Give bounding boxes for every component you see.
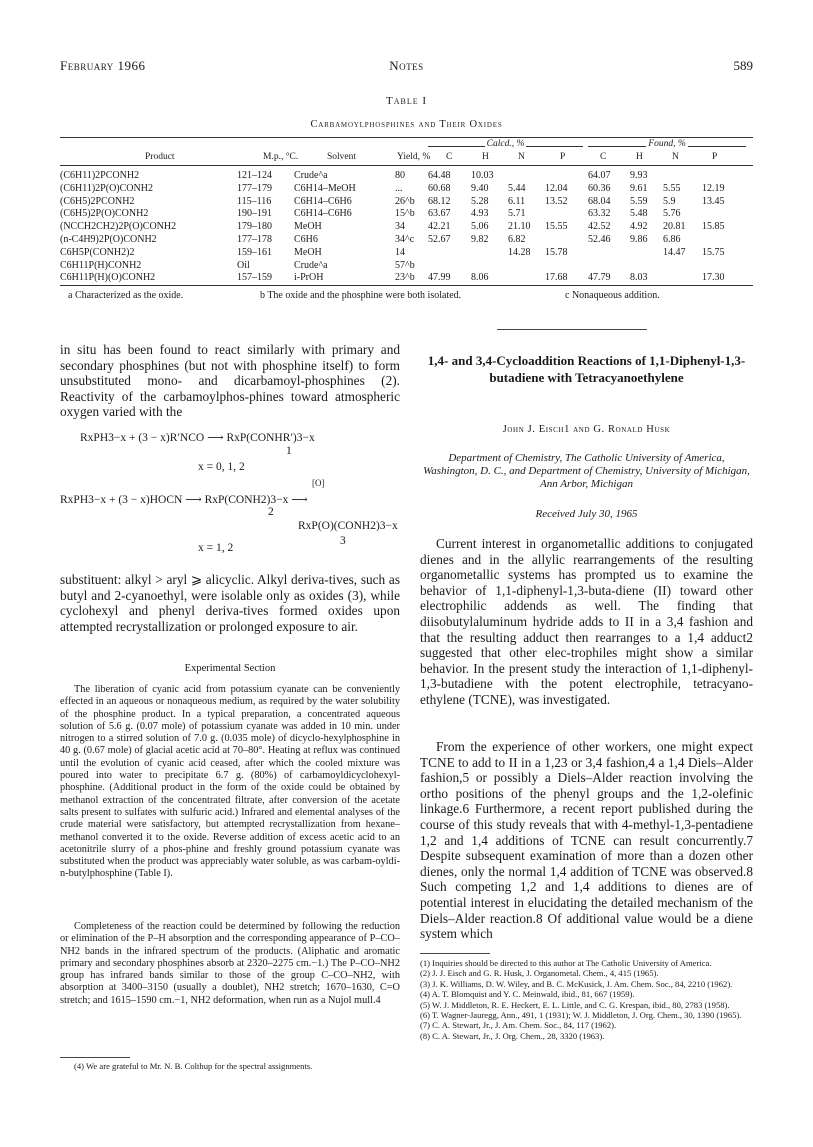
table-column-header: Yield, % <box>397 152 431 162</box>
footnote-4: (4) We are grateful to Mr. N. B. Colthup for the spectral assignments. <box>74 1061 313 1071</box>
footnote: (1) Inquiries should be directed to this author at The Catholic University of America. <box>420 958 712 968</box>
table-cell-product: (NCCH2CH2)2P(O)CONH2 <box>60 221 177 233</box>
section-name: Notes <box>389 58 424 73</box>
page-number: 589 <box>733 58 753 73</box>
calcd-group-header: Calcd., % <box>428 142 583 150</box>
table-cell-product: C6H5P(CONH2)2 <box>60 246 135 258</box>
footnote: (5) W. J. Middleton, R. E. Heckert, E. L. Little, and C. G. Krespan, ibid., 80, 2783 (1958). <box>420 999 730 1010</box>
table-cell: 4.92 <box>630 221 648 233</box>
table-cell: 15^b <box>395 208 415 220</box>
footnote: (8) C. A. Stewart, Jr., J. Org. Chem., 28, 3320 (1963). <box>420 1030 605 1041</box>
table-column-header: H <box>636 152 643 162</box>
table-cell: 64.48 <box>428 170 451 181</box>
table-cell: 68.12 <box>428 195 451 207</box>
table-cell: MeOH <box>294 246 322 258</box>
table-title: Carbamoylphosphines and Their Oxides <box>310 119 503 130</box>
table-column-header: C <box>446 152 453 162</box>
left-intro-paragraph: in situ has been found to react similarly with primary and secondary phosphines (but not with phosphine itself) to form unsubstituted mono- and dicarbamoyl-phosphines (2). Reactivity of the carbamoylphos-phines toward atmospheric oxygen varied with the <box>60 342 400 420</box>
table-cell: Oil <box>237 259 250 271</box>
table-column-header: Product <box>145 152 175 162</box>
table-cell: 6.86 <box>663 234 681 245</box>
table-cell: 15.55 <box>545 221 568 233</box>
table-bottom-rule <box>60 285 753 286</box>
experimental-paragraph-2: Completeness of the reaction could be determined by following the reduction or elimination of the P–H absorption and the corresponding appearance of P–CO–NH2 bands in the infrared spectrum of the products. (Aliphatic and aromatic primary and secondary phosphines absorb at 2320–2275 cm.−1.) The P–CO–NH2 group has infrared bands similar to those of the group C–CO–NH2, with absorption at 3400–3150 (usually a doublet), NH2 stretch; 1670–1630, C=O stretch; and 1615–1590 cm.−1, NH2 deformation, when run as a Nujol mull.4 <box>60 921 400 1006</box>
table-cell: 8.03 <box>630 272 648 284</box>
table-cell: 20.81 <box>663 221 686 233</box>
footnote: (3) J. K. Williams, D. W. Wiley, and B. C. McKusick, J. Am. Chem. Soc., 84, 2210 (1962). <box>420 978 733 989</box>
article-title: 1,4- and 3,4-Cycloaddition Reactions of 1,1-Diphenyl-1,3-butadiene with Tetracyanoethylene <box>427 353 746 385</box>
article-authors: John J. Eisch1 and G. Ronald Husk <box>502 424 671 435</box>
table-cell: 80 <box>395 170 405 181</box>
table-cell: 52.46 <box>588 234 611 245</box>
equation-2-product: RxP(O)(CONH2)3−x <box>298 520 398 532</box>
table-cell: 12.04 <box>545 182 568 194</box>
equation-1-condition: x = 0, 1, 2 <box>198 461 245 473</box>
table-cell: 10.03 <box>471 170 494 181</box>
table-cell: Crude^a <box>294 259 328 271</box>
experimental-section-title: Experimental Section <box>184 663 276 674</box>
table-cell: 177–178 <box>237 234 272 245</box>
table-cell-product: C6H11P(H)(O)CONH2 <box>60 272 156 284</box>
table-cell: 5.06 <box>471 221 489 233</box>
received-date: Received July 30, 1965 <box>535 508 638 520</box>
table-cell: 17.68 <box>545 272 568 284</box>
table-cell: C6H6 <box>294 234 318 245</box>
oxidation-label: [O] <box>312 478 325 488</box>
table-cell: 60.68 <box>428 182 451 194</box>
table-cell-product: (C6H11)2P(O)CONH2 <box>60 182 153 194</box>
table-column-header: P <box>712 152 718 162</box>
table-cell: 5.71 <box>508 208 526 220</box>
table-cell: 4.93 <box>471 208 489 220</box>
table-column-header: M.p., °C. <box>263 152 299 162</box>
table-column-header: Solvent <box>327 152 357 162</box>
table-cell: 68.04 <box>588 195 611 207</box>
table-cell-product: (C6H11)2PCONH2 <box>60 170 140 181</box>
table-cell: 9.82 <box>471 234 489 245</box>
table-cell: C6H14–C6H6 <box>294 195 352 207</box>
table-cell: 42.21 <box>428 221 451 233</box>
table-cell: 13.52 <box>545 195 568 207</box>
table-cell: C6H14–MeOH <box>294 182 356 194</box>
table-cell: 26^b <box>395 195 415 207</box>
table-footnote: a Characterized as the oxide. <box>68 290 184 301</box>
table-cell: 9.93 <box>630 170 648 181</box>
table-top-rule <box>60 137 753 138</box>
footnote: (6) T. Wagner-Jauregg, Ann., 491, 1 (1931); W. J. Middleton, J. Org. Chem., 30, 1390 (1965). <box>420 1010 742 1021</box>
table-cell: Crude^a <box>294 170 328 181</box>
table-cell: 9.40 <box>471 182 489 194</box>
table-cell: 177–179 <box>237 182 272 194</box>
table-cell-product: (n-C4H9)2P(O)CONH2 <box>60 234 157 245</box>
table-cell: 14.47 <box>663 246 686 258</box>
table-cell-product: C6H11P(H)CONH2 <box>60 259 142 271</box>
compound-number-2: 2 <box>268 506 274 518</box>
compound-number-1: 1 <box>286 445 292 457</box>
table-cell: MeOH <box>294 221 322 233</box>
table-cell: 121–124 <box>237 170 272 181</box>
found-group-header: Found, % <box>588 142 746 150</box>
table-cell-product: (C6H5)2P(O)CONH2 <box>60 208 149 220</box>
table-column-header: N <box>518 152 525 162</box>
table-cell: 17.30 <box>702 272 725 284</box>
table-cell: i-PrOH <box>294 272 324 284</box>
table-cell: 42.52 <box>588 221 611 233</box>
right-footnote-rule <box>420 953 490 954</box>
table-cell: 21.10 <box>508 221 531 233</box>
table-column-header: C <box>600 152 607 162</box>
table-cell: 5.44 <box>508 182 526 194</box>
table-cell: 159–161 <box>237 246 272 258</box>
table-header-rule <box>60 165 753 166</box>
equation-2-condition: x = 1, 2 <box>198 542 234 554</box>
table-cell: 15.78 <box>545 246 568 258</box>
table-footnote: b The oxide and the phosphine were both isolated. <box>260 290 462 301</box>
table-cell: 5.48 <box>630 208 648 220</box>
table-column-header: P <box>560 152 566 162</box>
footnote: (2) J. J. Eisch and G. R. Husk, J. Organometal. Chem., 4, 415 (1965). <box>420 968 659 979</box>
left-footnote-rule <box>60 1057 130 1058</box>
equation-1: RxPH3−x + (3 − x)R′NCO ⟶ RxP(CONHR′)3−x <box>80 432 315 444</box>
table-cell: 115–116 <box>237 195 272 207</box>
table-column-header: H <box>482 152 489 162</box>
table-footnote: c Nonaqueous addition. <box>565 290 660 301</box>
table-cell: 52.67 <box>428 234 451 245</box>
table-cell: 63.32 <box>588 208 611 220</box>
table-cell: 14 <box>395 246 405 258</box>
table-cell: 12.19 <box>702 182 725 194</box>
left-paragraph-2: substituent: alkyl > aryl ⩾ alicyclic. Alkyl deriva-tives, such as butyl and 2-cyanoethyl, were isolable only as oxides (3), while cyclohexyl and phenyl deriva-tives formed oxides upon attempted recrystallization or prolonged exposure to air. <box>60 572 400 634</box>
running-header <box>60 58 753 74</box>
right-footnotes <box>420 958 753 1041</box>
table-cell: 5.76 <box>663 208 681 220</box>
journal-date: February 1966 <box>60 58 146 73</box>
table-cell: 47.79 <box>588 272 611 284</box>
equation-2: RxPH3−x + (3 − x)HOCN ⟶ RxP(CONH2)3−x ⟶ <box>60 494 308 506</box>
table-cell: 9.61 <box>630 182 648 194</box>
table-cell: 179–180 <box>237 221 272 233</box>
table-cell: 47.99 <box>428 272 451 284</box>
table-cell: 15.85 <box>702 221 725 233</box>
table-label: Table I <box>385 95 428 107</box>
table-cell: ... <box>395 182 403 194</box>
table-cell: 15.75 <box>702 246 725 258</box>
compound-number-3: 3 <box>340 535 346 547</box>
table-cell: 6.82 <box>508 234 526 245</box>
table-cell: 5.59 <box>630 195 648 207</box>
table-column-header: N <box>672 152 679 162</box>
right-paragraph-1: Current interest in organometallic additions to conjugated dienes and in the allylic rearrangements of the resulting organometallic systems has prompted us to examine the behavior of 1,1-diphenyl-1,3-buta-diene (II) toward other electrophilic addends as well. The finding that diisobutylaluminum hydride adds to II in a 3,4 fashion and that the resulting adduct then rearranges to a 1,4 adduct2 suggested that other elec-trophiles might show a similar behavior. In the present study the interaction of 1,1-diphenyl-1,3-butadiene with the potent electrophile, tetracyano-ethylene (TCNE), was investigated. <box>420 536 753 707</box>
table-cell: 5.28 <box>471 195 489 207</box>
footnote: (7) C. A. Stewart, Jr., J. Am. Chem. Soc., 84, 117 (1962). <box>420 1020 617 1031</box>
right-paragraph-2: From the experience of other workers, one might expect TCNE to add to II in a 1,23 or 3,4 fashion,4 a 1,4 Diels–Alder fashion,5 or possibly a Diels–Alder reaction involving the ortho positions of the phenyl groups and the 1,2-olefinic linkage.6 Furthermore, a recent report published during the course of this study reveals that with 4-methyl-1,3-pentadiene 1,2 and 1,4 additions of TCNE can result concurrently.7 Despite subsequent examination of more than a dozen other dienes, only the normal 1,4 addition of TCNE was observed.8 Such competing 1,2 and 1,4 additions to dienes are of potential interest in elucidating the detailed mechanism of the Diels–Alder reaction.8 Of additional value would be a diene system which <box>420 739 753 942</box>
table-cell: 64.07 <box>588 170 611 181</box>
table-cell: 9.86 <box>630 234 648 245</box>
article-separator <box>497 329 647 330</box>
table-cell: 63.67 <box>428 208 451 220</box>
table-cell-product: (C6H5)2PCONH2 <box>60 195 135 207</box>
table-cell: 5.55 <box>663 182 681 194</box>
footnote: (4) A. T. Blomquist and Y. C. Meinwald, ibid., 81, 667 (1959). <box>420 989 635 1000</box>
table-cell: 6.11 <box>508 195 526 207</box>
experimental-paragraph-1: The liberation of cyanic acid from potassium cyanate can be conveniently effected in an aqueous or nonaqueous medium, as required by the water solubility of the phosphine product. In a typical preparation, a concentrated aqueous solution of 5.6 g. (0.07 mole) of potassium cyanate was added in 10 min. under nitrogen to a stirred solution of 7.0 g. (0.035 mole) of dicyclo-hexylphosphine in 40 g. (0.67 mole) of glacial acetic acid at 70–80°. Heating at reflux was continued until the evolution of cyanic acid ceased, after which the cooled mixture was poured into water to precipitate 6.7 g. (80%) of carbamoyldicyclohexyl-phosphine. (Additional product in the form of the oxide could be obtained by methanol extraction of the concentrated filtrate, after conversion of the acetate salts present to sulfates with sulfuric acid.) Infrared and elemental analyses of the crude material were satisfactory, but attempted recrystallization from hexane–methanol converted it to the oxide. Reverse addition of excess acetic acid to an acetonitrile slurry of a phos-phine and freshly ground potassium cyanate was substituted when the product was appreciably water soluble, as was carbam-oyldi-n-butylphosphine (Table I). <box>60 684 400 880</box>
table-cell: 8.06 <box>471 272 489 284</box>
table-cell: 190–191 <box>237 208 272 220</box>
table-cell: 13.45 <box>702 195 725 207</box>
table-cell: 34^c <box>395 234 415 245</box>
author-affiliation: Department of Chemistry, The Catholic University of America, Washington, D. C., and Department of Chemistry, University of Michigan, Ann Arbor, Michigan <box>423 452 750 490</box>
table-cell: 14.28 <box>508 246 531 258</box>
table-cell: C6H14–C6H6 <box>294 208 352 220</box>
table-cell: 23^b <box>395 272 415 284</box>
table-cell: 157–159 <box>237 272 272 284</box>
table-cell: 34 <box>395 221 405 233</box>
table-cell: 5.9 <box>663 195 676 207</box>
table-cell: 60.36 <box>588 182 611 194</box>
table-cell: 57^b <box>395 259 415 271</box>
